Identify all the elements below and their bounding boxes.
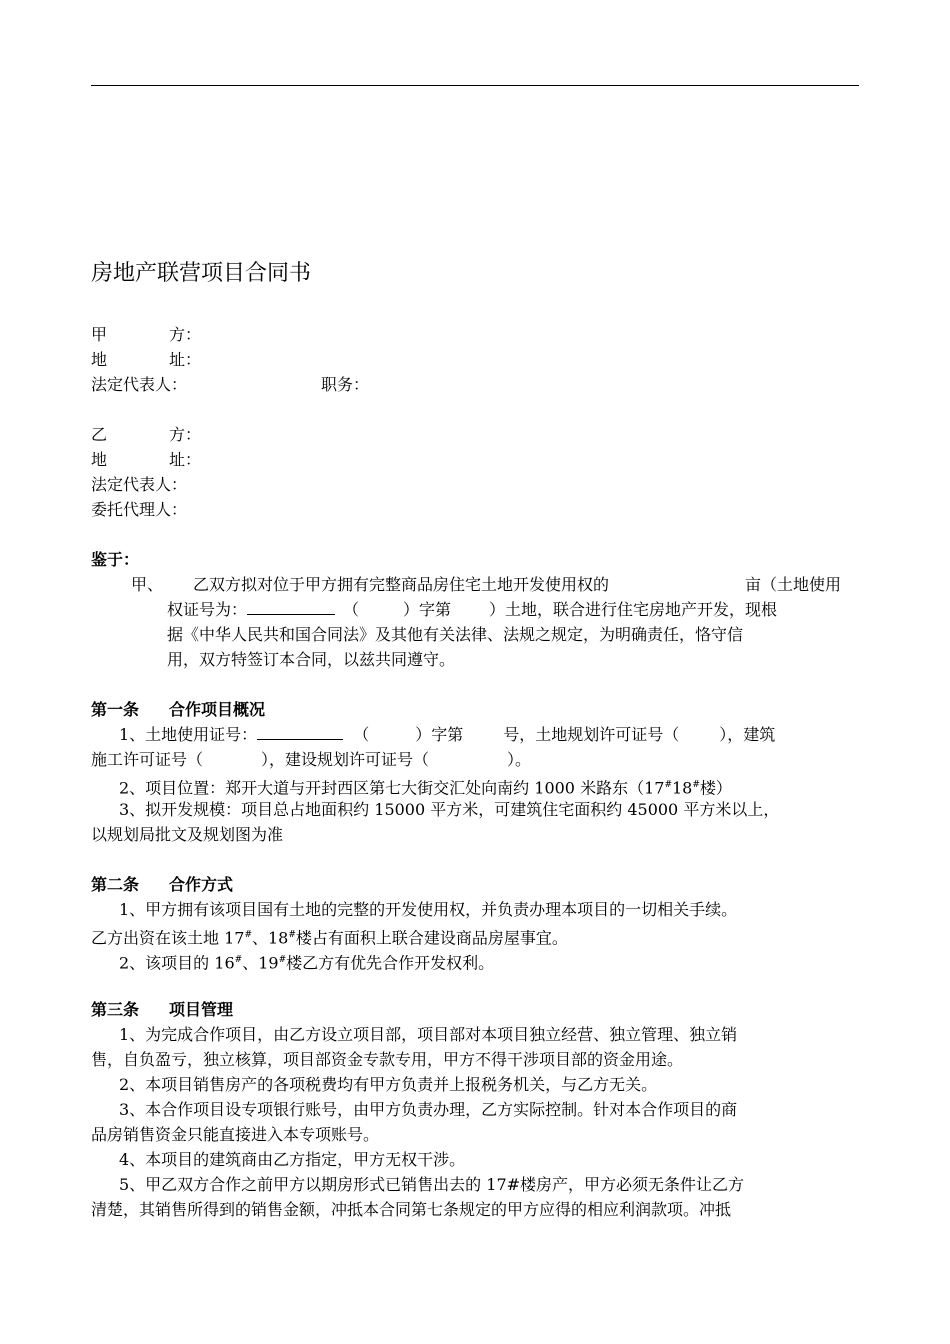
land-cert-blank	[257, 723, 343, 740]
art2-p2-b: 、19	[242, 953, 279, 973]
whereas-line-2	[167, 598, 777, 623]
party-a-address-colon: 址：	[169, 350, 202, 369]
article-3-p1-line1: 1、为完成合作项目，由乙方设立项目部，项目部对本项目独立经营、独立管理、独立销	[119, 1025, 738, 1044]
whereas-line2-d: ）土地，联合进行住宅房地产开发，现根	[489, 600, 778, 619]
article-1-p3-line2: 以规划局批文及规划图为准	[91, 825, 284, 844]
art1-p1-d: 号，土地规划许可证号（	[503, 725, 680, 744]
art1-p1-a: 1、土地使用证号：	[119, 725, 258, 744]
party-b-rep-row	[91, 473, 187, 498]
article-1-p3-line1: 3、拟开发规模：项目总占地面积约 15000 平方米，可建筑住宅面积约 45000 平方米以上，	[119, 800, 780, 819]
article-1-number: 第一条	[91, 700, 140, 719]
art1-p2-mid: 18	[671, 778, 693, 798]
article-3-p3-line1: 3、本合作项目设专项银行账号，由甲方负责办理，乙方实际控制。针对本合作项目的商	[119, 1100, 738, 1119]
party-b-label: 乙	[91, 425, 108, 444]
whereas-line1-c: 亩（土地使用	[745, 575, 842, 594]
art1-p1-line2-b: ），建设规划许可证号（	[261, 750, 430, 769]
art2-p2-c: 楼乙方有优先合作开发权利。	[286, 953, 495, 973]
article-1-p2	[119, 773, 732, 801]
article-2-title: 合作方式	[169, 875, 234, 894]
whereas-line1-b: 乙双方拟对位于甲方拥有完整商品房住宅土地开发使用权的	[193, 575, 610, 594]
art1-p1-c: ）字第	[415, 725, 464, 744]
art2-p2-sup2: #	[278, 955, 287, 965]
party-a-rep-label: 法定代表人：	[91, 375, 188, 394]
party-a-position-label: 职务：	[321, 375, 370, 394]
article-1-title: 合作项目概况	[169, 700, 266, 719]
party-a-name-row	[91, 323, 201, 348]
party-b-address-row	[91, 448, 201, 473]
article-3-number: 第三条	[91, 1000, 140, 1019]
whereas-line-3: 据《中华人民共和国合同法》及其他有关法律、法规之规定，为明确责任，恪守信	[167, 625, 744, 644]
document-title: 房地产联营项目合同书	[91, 261, 312, 286]
party-b-address-label: 地	[91, 450, 108, 469]
whereas-line-4: 用，双方特签订本合同，以兹共同遵守。	[167, 650, 456, 669]
art2-p1-sup2: #	[288, 930, 296, 940]
article-2-p2	[119, 948, 494, 976]
party-b-name-row	[91, 423, 201, 448]
party-a-rep-row	[91, 373, 369, 398]
art1-p2-text: 2、项目位置：郑开大道与开封西区第七大街交汇处向南约 1000 米路东（17	[119, 778, 665, 798]
whereas-cert-blank	[247, 598, 335, 615]
art1-p1-e: ），建筑	[719, 725, 776, 744]
art1-p1-line2-c: ）。	[507, 750, 532, 769]
whereas-line2-a: 权证号为：	[167, 600, 248, 619]
art1-p1-line2-a: 施工许可证号（	[91, 750, 204, 769]
article-3-title: 项目管理	[169, 1000, 234, 1019]
party-b-agent-row	[91, 498, 187, 523]
art2-p1-line2-b: 、18	[252, 928, 289, 948]
party-b-agent-label: 委托代理人：	[91, 500, 188, 519]
article-2-p1-line2	[91, 923, 568, 951]
whereas-heading: 鉴于：	[91, 550, 140, 569]
whereas-line2-c: ）字第	[403, 600, 452, 619]
art1-p1-b: （	[353, 725, 370, 744]
header-rule	[91, 85, 859, 86]
art2-p1-sup1: #	[244, 930, 252, 940]
whereas-line-1	[131, 573, 841, 598]
art2-p2-sup1: #	[234, 955, 243, 965]
party-a-address-label: 地	[91, 350, 108, 369]
article-2-p1-line1: 1、甲方拥有该项目国有土地的完整的开发使用权，并负责办理本项目的一切相关手续。	[119, 900, 738, 919]
article-3-p4: 4、本项目的建筑商由乙方指定，甲方无权干涉。	[119, 1150, 466, 1169]
party-b-rep-label: 法定代表人：	[91, 475, 188, 494]
whereas-line1-a: 甲、	[131, 575, 164, 594]
party-b-address-colon: 址：	[169, 450, 202, 469]
article-3-heading	[91, 998, 233, 1023]
art1-p2-sup2: #	[692, 780, 700, 790]
article-1-heading	[91, 698, 265, 723]
article-3-p5-line2: 清楚，其销售所得到的销售金额，冲抵本合同第七条规定的甲方应得的相应利润款项。冲抵	[91, 1200, 732, 1219]
party-a-address-row	[91, 348, 201, 373]
article-2-number: 第二条	[91, 875, 140, 894]
article-2-heading	[91, 873, 233, 898]
art2-p2-a: 2、该项目的 16	[119, 953, 235, 973]
whereas-line2-b: （	[343, 600, 360, 619]
art1-p2-sup1: #	[664, 780, 672, 790]
art2-p1-line2-a: 乙方出资在该土地 17	[91, 928, 245, 948]
party-b-colon: 方：	[169, 425, 202, 444]
party-a-label: 甲	[91, 325, 108, 344]
article-1-p1-line2	[91, 748, 531, 773]
article-3-p5-line1: 5、甲乙双方合作之前甲方以期房形式已销售出去的 17#楼房产，甲方必须无条件让乙方	[119, 1175, 745, 1194]
article-3-p3-line2: 品房销售资金只能直接进入本专项账号。	[91, 1125, 380, 1144]
article-3-p1-line2: 售，自负盈亏，独立核算，项目部资金专款专用，甲方不得干涉项目部的资金用途。	[91, 1050, 684, 1069]
party-a-colon: 方：	[169, 325, 202, 344]
art1-p2-end: 楼）	[699, 778, 732, 798]
article-3-p2: 2、本项目销售房产的各项税费均有甲方负责并上报税务机关，与乙方无关。	[119, 1075, 658, 1094]
article-1-p1-line1	[119, 723, 775, 748]
art2-p1-line2-c: 楼占有面积上联合建设商品房屋事宜。	[295, 928, 568, 948]
